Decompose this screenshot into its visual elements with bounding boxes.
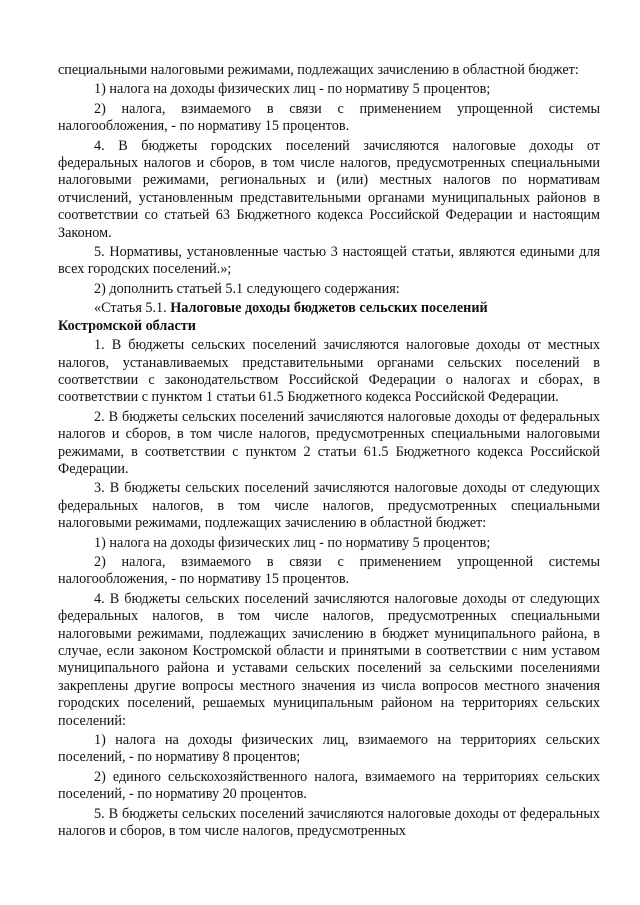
paragraph: 2) единого сельскохозяйственного налога, взимаемого на территориях сельских поселений, - по нормативу 20 процентов. (58, 768, 600, 803)
paragraph: 4. В бюджеты городских поселений зачисляются налоговые доходы от федеральных налогов и сборов, в том числе налогов, предусмотренных специальными налоговыми режимами, региональных и (или) местных налогов по нормативам отчислений, установленным представительными органами муниципальных районов в соответствии со статьей 63 Бюджетного кодекса Российской Федерации и настоящим Законом. (58, 137, 600, 241)
article-number: «Статья 5.1. (94, 300, 167, 317)
paragraph: 2. В бюджеты сельских поселений зачисляются налоговые доходы от федеральных налогов и сборов, в том числе налогов, предусмотренных специальными налоговыми режимами, в соответствии с пунктом 2 статьи 61.5 Бюджетного кодекса Российской Федерации. (58, 408, 600, 477)
paragraph: 1) налога на доходы физических лиц - по нормативу 5 процентов; (94, 81, 491, 98)
paragraph: 5. Нормативы, установленные частью 3 настоящей статьи, являются едиными для всех городских поселений.»; (58, 244, 600, 278)
paragraph: 1) налога на доходы физических лиц - по нормативу 5 процентов; (94, 534, 491, 551)
paragraph: 1) налога на доходы физических лиц, взимаемого на территориях сельских поселений, - по нормативу 8 процентов; (58, 732, 600, 766)
paragraph: 2) налога, взимаемого в связи с применением упрощенной системы налогообложения, - по нормативу 15 процентов. (58, 100, 600, 135)
article-heading (58, 300, 600, 335)
paragraph: 3. В бюджеты сельских поселений зачисляются налоговые доходы от следующих федеральных налогов, в том числе налогов, предусмотренных специальными налоговыми режимами, подлежащих зачислению в областной бюджет: (58, 480, 600, 532)
paragraph: 5. В бюджеты сельских поселений зачисляются налоговые доходы от федеральных налогов и сборов, в том числе налогов, предусмотренных (58, 805, 600, 840)
article-title-line2: Костромской области (58, 317, 196, 334)
article-title-line1: Налоговые доходы бюджетов сельских поселений (170, 300, 488, 317)
paragraph: 2) дополнить статьей 5.1 следующего содержания: (94, 280, 400, 297)
paragraph: 4. В бюджеты сельских поселений зачисляются налоговые доходы от следующих федеральных налогов, в том числе налогов, предусмотренных специальными налоговыми режимами, подлежащих зачислению в бюджет муниципального района, в случае, если законом Костромской области и принятыми в соответствии с ним уставом муниципального района и уставами сельских поселений за сельскими поселениями закреплены другие вопросы местного значения из числа вопросов местного значения городских поселений, решаемых муниципальным районом на территориях сельских поселений: (58, 590, 600, 729)
paragraph: специальными налоговыми режимами, подлежащих зачислению в областной бюджет: (58, 62, 579, 78)
paragraph: 1. В бюджеты сельских поселений зачисляются налоговые доходы от местных налогов, устанавливаемых представительными органами сельских поселений в соответствии с законодательством Российской Федерации о налогах и сборах, в соответствии с пунктом 1 статьи 61.5 Бюджетного кодекса Российской Федерации. (58, 337, 600, 406)
paragraph: 2) налога, взимаемого в связи с применением упрощенной системы налогообложения, - по нормативу 15 процентов. (58, 553, 600, 588)
